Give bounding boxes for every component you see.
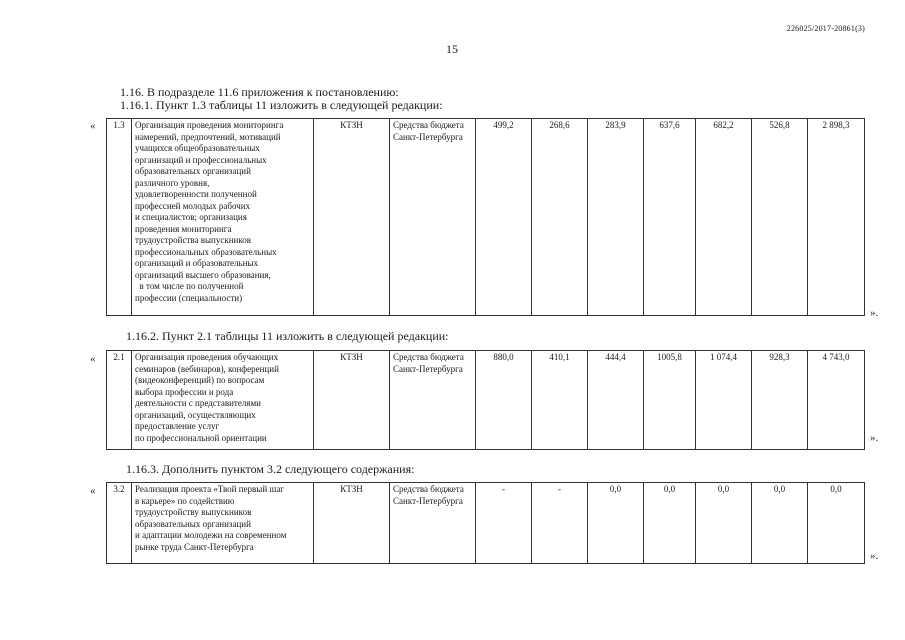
value-cell-total: 0,0	[808, 483, 865, 564]
desc-line: различного уровня,	[135, 177, 210, 188]
desc-line: рынке труда Санкт-Петербурга	[135, 541, 254, 552]
table-row	[107, 483, 865, 564]
quote-open-2: «	[90, 353, 96, 365]
value-cell: 0,0	[696, 483, 752, 564]
value-cell: 283,9	[588, 119, 644, 316]
table-item-1-3	[106, 118, 865, 316]
desc-line: (видеоконференций) по вопросам	[135, 375, 265, 386]
document-id: 226025/2017-20861(3)	[786, 24, 865, 33]
value-cell: 444,4	[588, 351, 644, 450]
executor: КТЗН	[314, 351, 390, 450]
paragraph-1-16-2: 1.16.2. Пункт 2.1 таблицы 11 изложить в следующей редакции:	[126, 329, 449, 343]
item-description	[132, 483, 314, 564]
quote-close-1: ».	[870, 307, 879, 319]
desc-line: проведения мониторинга	[135, 223, 232, 234]
value-cell: 928,3	[752, 351, 808, 450]
executor: КТЗН	[314, 119, 390, 316]
value-cell: 0,0	[752, 483, 808, 564]
desc-line: Реализация проекта «Твой первый шаг	[135, 484, 285, 494]
desc-line: профессии (специальности)	[135, 292, 243, 303]
value-cell: 410,1	[532, 351, 588, 450]
desc-line: организаций и образовательных	[135, 258, 258, 269]
funding-source: Средства бюджета Санкт-Петербурга	[390, 483, 476, 564]
value-cell: 682,2	[696, 119, 752, 316]
desc-line: профессией молодых рабочих	[135, 200, 251, 211]
funding-source: Средства бюджета Санкт-Петербурга	[390, 351, 476, 450]
value-cell: 0,0	[588, 483, 644, 564]
value-cell: 1005,8	[644, 351, 696, 450]
desc-line: и адаптации молодежи на современном	[135, 530, 287, 541]
quote-close-2: ».	[870, 432, 879, 444]
value-cell: 526,8	[752, 119, 808, 316]
desc-line: образовательных организаций	[135, 166, 251, 177]
desc-line: в том числе по полученной	[135, 281, 244, 292]
item-description	[132, 351, 314, 450]
desc-line: организаций, осуществляющих	[135, 409, 256, 420]
desc-line: Организация проведения мониторинга	[135, 120, 284, 130]
value-cell: -	[532, 483, 588, 564]
funding-source: Средства бюджета Санкт-Петербурга	[390, 119, 476, 316]
desc-line: деятельности с представителями	[135, 398, 261, 409]
desc-line: организаций высшего образования,	[135, 269, 271, 280]
table-item-3-2	[106, 482, 865, 564]
item-description	[132, 119, 314, 316]
desc-line: Организация проведения обучающих	[135, 352, 279, 362]
value-cell: 0,0	[644, 483, 696, 564]
quote-open-1: «	[90, 120, 96, 132]
value-cell: 1 074,4	[696, 351, 752, 450]
desc-line: и специалистов; организация	[135, 212, 247, 223]
value-cell: 880,0	[476, 351, 532, 450]
table-item-2-1	[106, 350, 865, 450]
value-cell: -	[476, 483, 532, 564]
item-number: 1.3	[107, 119, 132, 316]
desc-line: образовательных организаций	[135, 518, 251, 529]
intro-line-2: 1.16.1. Пункт 1.3 таблицы 11 изложить в следующей редакции:	[120, 98, 443, 112]
value-cell-total: 2 898,3	[808, 119, 865, 316]
quote-close-3: ».	[870, 550, 879, 562]
desc-line: профессиональных образовательных	[135, 246, 277, 257]
desc-line: в карьере» по содействию	[135, 495, 235, 506]
desc-line: удовлетворенности полученной	[135, 189, 257, 200]
table-row	[107, 119, 865, 316]
page-number: 15	[446, 42, 458, 56]
desc-line: намерений, предпочтений, мотиваций	[135, 131, 281, 142]
table-row	[107, 351, 865, 450]
quote-open-3: «	[90, 485, 96, 497]
desc-line: предоставление услуг	[135, 421, 220, 432]
desc-line: семинаров (вебинаров), конференций	[135, 363, 279, 374]
value-cell: 499,2	[476, 119, 532, 316]
intro-line-1: 1.16. В подразделе 11.6 приложения к постановлению:	[120, 85, 399, 99]
value-cell: 268,6	[532, 119, 588, 316]
desc-line: учащихся общеобразовательных	[135, 143, 260, 154]
item-number: 2.1	[107, 351, 132, 450]
desc-line: трудоустройству выпускников	[135, 507, 252, 518]
value-cell: 637,6	[644, 119, 696, 316]
desc-line: по профессиональной ориентации	[135, 432, 267, 443]
paragraph-1-16-3: 1.16.3. Дополнить пунктом 3.2 следующего содержания:	[126, 462, 415, 476]
value-cell-total: 4 743,0	[808, 351, 865, 450]
item-number: 3.2	[107, 483, 132, 564]
desc-line: организаций и профессиональных	[135, 154, 267, 165]
desc-line: выбора профессии и рода	[135, 386, 234, 397]
desc-line: трудоустройства выпускников	[135, 235, 252, 246]
executor: КТЗН	[314, 483, 390, 564]
